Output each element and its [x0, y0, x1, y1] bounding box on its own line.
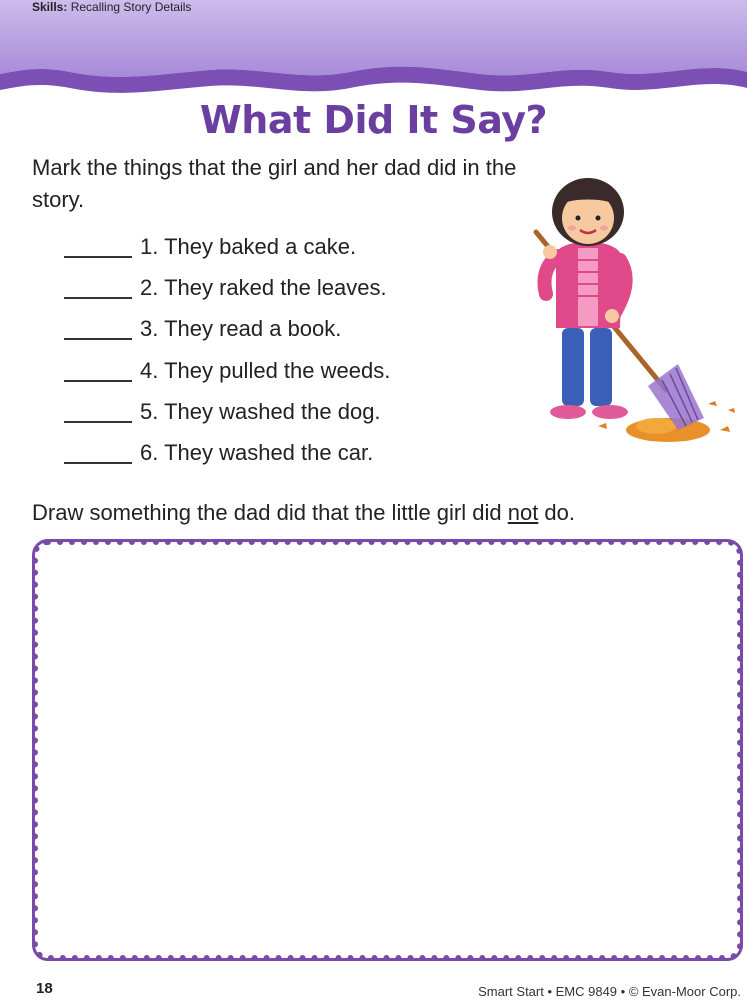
girl-raking-illustration: [528, 168, 743, 458]
answer-blank[interactable]: [64, 277, 132, 299]
checklist-item: [64, 309, 390, 350]
page-number: 18: [36, 980, 53, 997]
instructions-text: Mark the things that the girl and her dad did in the story.: [32, 155, 517, 212]
item-label: 1. They baked a cake.: [140, 233, 357, 259]
checklist-item: [64, 432, 390, 473]
item-label: 5. They washed the dog.: [140, 398, 381, 424]
checklist-item: [64, 391, 390, 432]
footer-credit: Smart Start • EMC 9849 • © Evan-Moor Corp.: [478, 984, 741, 999]
answer-blank[interactable]: [64, 442, 132, 464]
checklist: [64, 226, 390, 474]
checklist-item: [64, 350, 390, 391]
answer-blank[interactable]: [64, 318, 132, 340]
page-title: What Did It Say?: [199, 98, 548, 142]
drawing-area[interactable]: [32, 539, 743, 961]
item-label: 2. They raked the leaves.: [140, 274, 387, 300]
prompt-after: do.: [538, 500, 576, 525]
item-label: 6. They washed the car.: [140, 440, 374, 466]
answer-blank[interactable]: [64, 236, 132, 258]
item-label: 3. They read a book.: [140, 316, 342, 342]
item-label: 4. They pulled the weeds.: [140, 357, 391, 383]
skills-label: [32, 0, 191, 14]
skills-text: Recalling Story Details: [70, 0, 192, 14]
drawing-prompt: [32, 500, 575, 526]
prompt-before: Draw something the dad did that the little girl did: [32, 500, 508, 525]
answer-blank[interactable]: [64, 401, 132, 423]
prompt-underlined: not: [507, 500, 539, 525]
answer-blank[interactable]: [64, 360, 132, 382]
checklist-item: [64, 226, 390, 267]
skills-heading: Skills:: [32, 0, 68, 14]
checklist-item: [64, 267, 390, 308]
header-wave-band: [0, 0, 747, 95]
